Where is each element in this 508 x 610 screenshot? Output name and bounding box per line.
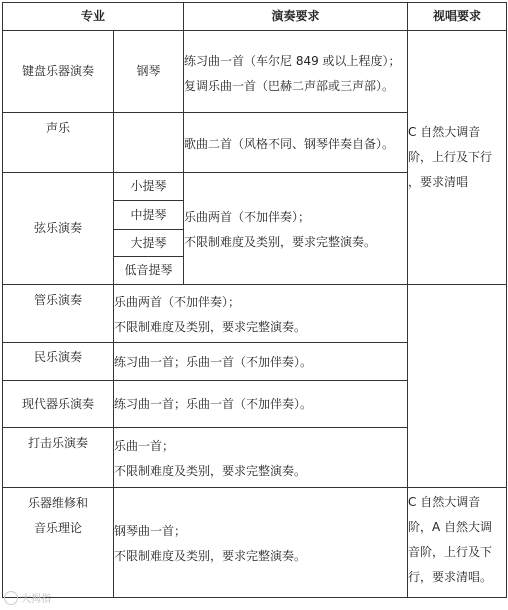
sight-bottom-line4: 行，要求清唱。 [408,570,493,584]
row-keyboard [3,31,507,113]
sight-bottom-line1: C 自然大调音 [408,495,481,509]
req-percussion [114,428,408,488]
req-repair-line2: 不限制难度及类别，要求完整演奏。 [114,549,307,563]
req-repair-theory [114,488,408,598]
instrument-double-bass: 低音提琴 [114,257,184,285]
watermark-text: 大拇指 [21,594,51,605]
row-repair-theory [3,488,507,598]
req-percussion-line1: 乐曲一首； [114,439,175,453]
req-winds [114,285,408,343]
req-strings [184,173,408,285]
req-modern [114,381,408,428]
major-strings: 弦乐演奏 [3,173,114,285]
sight-singing-extended [408,488,507,598]
req-vocal-line1: 歌曲二首（风格不同、钢琴伴奏自备）。 [184,136,395,151]
req-percussion-line2: 不限制难度及类别，要求完整演奏。 [114,464,307,478]
req-keyboard [184,31,408,113]
req-folk-line1: 练习曲一首；乐曲一首（不加伴奏）。 [114,355,313,369]
instrument-cello: 大提琴 [114,230,184,257]
sight-singing-continued [408,285,507,488]
major-winds: 管乐演奏 [3,285,114,343]
req-keyboard-line1: 练习曲一首（车尔尼 849 或以上程度）； [184,53,401,68]
req-keyboard-line2: 复调乐曲一首（巴赫二声部或三声部）。 [184,78,395,93]
req-vocal [184,113,408,173]
req-strings-line2: 不限制难度及类别，要求完整演奏。 [184,235,377,249]
instrument-viola: 中提琴 [114,201,184,230]
instrument-piano: 钢琴 [114,31,184,113]
header-major: 专业 [3,3,184,31]
header-performance: 演奏要求 [184,3,408,31]
sight-top-line3: ，要求清唱 [408,175,469,189]
req-strings-line1: 乐曲两首（不加伴奏）； [184,210,311,224]
header-row [3,3,507,31]
req-modern-line1: 练习曲一首；乐曲一首（不加伴奏）。 [114,396,313,411]
req-winds-line2: 不限制难度及类别，要求完整演奏。 [114,319,307,334]
req-folk [114,343,408,381]
major-repair-line1: 乐器维修和 [27,496,88,510]
req-repair-line1: 钢琴曲一首； [114,524,187,538]
requirements-table [2,2,507,598]
row-winds [3,285,507,343]
watermark-logo-icon [4,591,18,605]
sight-bottom-line3: 音阶，上行及下 [408,545,493,559]
major-folk: 民乐演奏 [3,343,114,381]
major-vocal: 声乐 [3,113,114,173]
sight-top-line2: 阶，上行及下行 [408,150,493,164]
header-sight-singing: 视唱要求 [408,3,507,31]
sight-singing-standard [408,31,507,285]
major-repair-line2: 音乐理论 [33,521,82,535]
major-repair-theory [3,488,114,598]
instrument-vocal-empty [114,113,184,173]
sight-top-line1: C 自然大调音 [408,125,481,139]
major-keyboard: 键盘乐器演奏 [3,31,114,113]
instrument-violin: 小提琴 [114,173,184,201]
sight-bottom-line2: 阶，A 自然大调 [408,520,493,534]
req-winds-line1: 乐曲两首（不加伴奏）； [114,294,241,309]
major-percussion: 打击乐演奏 [3,428,114,488]
watermark [4,590,51,605]
major-modern: 现代器乐演奏 [3,381,114,428]
